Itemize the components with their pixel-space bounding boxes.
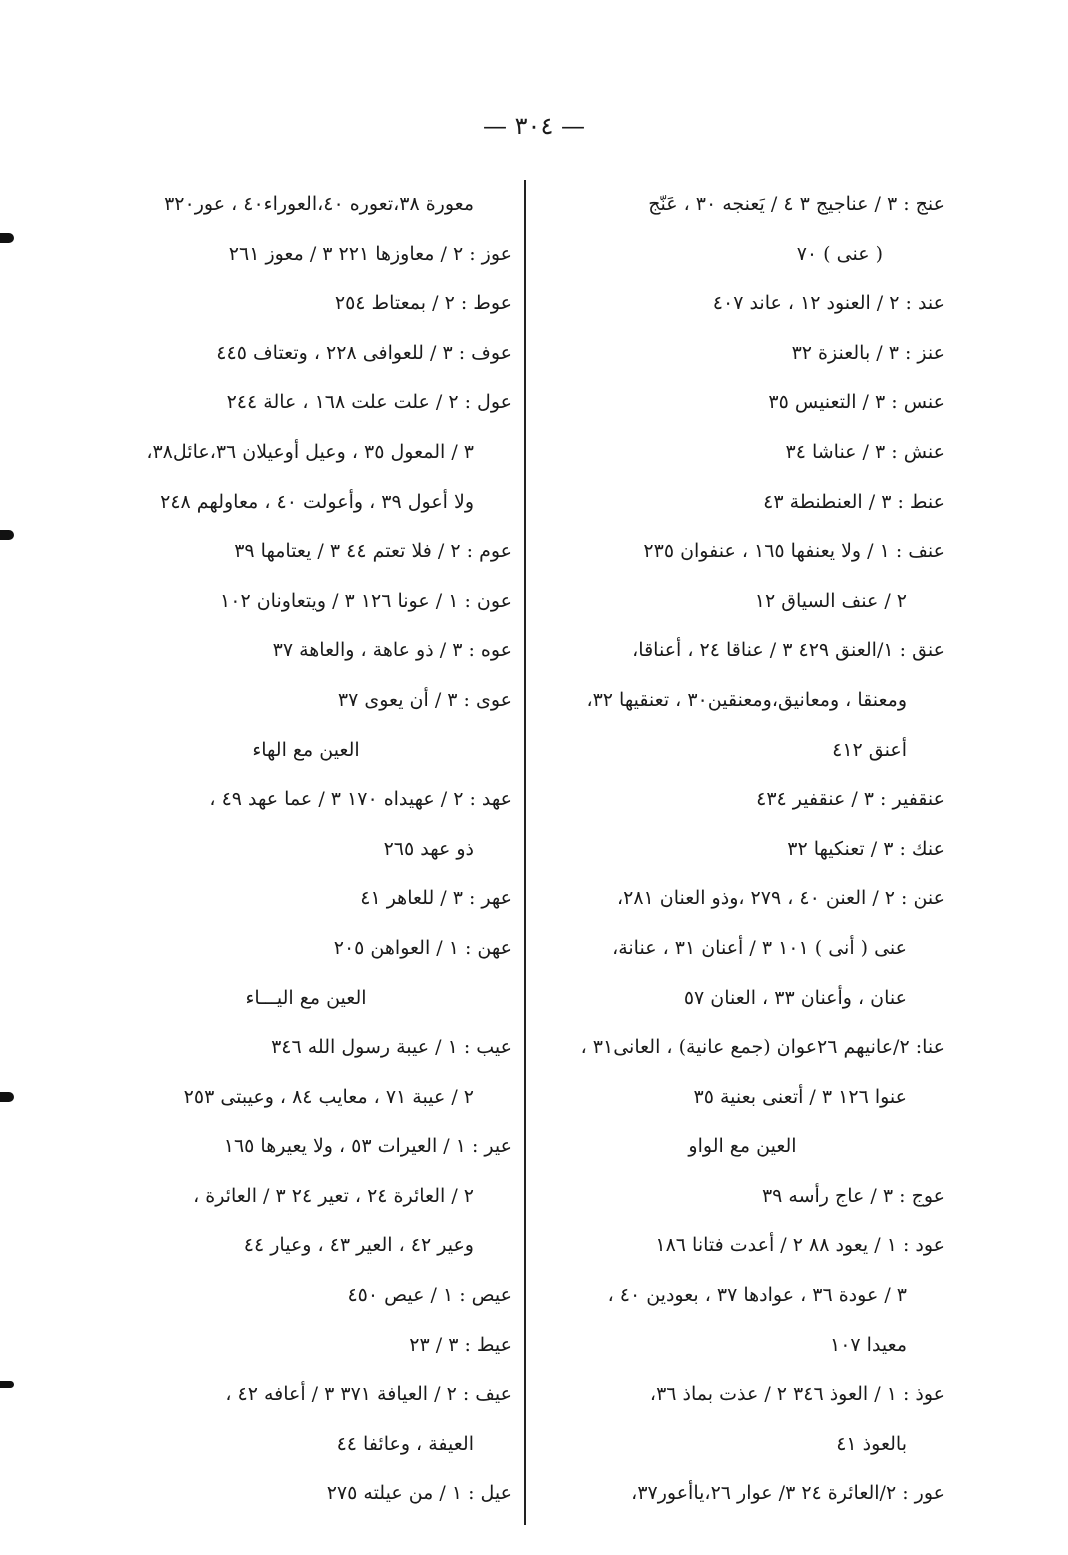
index-entry: عنط : ٣ / العنطنطة ٤٣ bbox=[763, 490, 945, 513]
page-number: — ٣٠٤ — bbox=[483, 112, 585, 140]
index-entry: عهر : ٣ / للعاهر ٤١ bbox=[360, 887, 512, 910]
index-column-left bbox=[100, 180, 512, 1519]
index-entry: ولا أعول ٣٩ ، وأعولت ٤٠ ، معاولهم ٢٤٨ bbox=[160, 490, 474, 513]
index-entry: ٢ / العائرة ٢٤ ، تعير ٢٤ ٣ / العائرة ، bbox=[193, 1184, 474, 1207]
index-entry: عنا: ٢/عانيهم ٢٦عوان (جمع عانية) ، العانى٣١ ، bbox=[580, 1036, 945, 1059]
index-entry: عول : ٢ / علت علت ١٦٨ ، عالة ٢٤٤ bbox=[226, 391, 512, 414]
index-entry: عير : ١ / العيرات ٥٣ ، ولا يعيرها ١٦٥ bbox=[223, 1135, 512, 1158]
index-entry: عنن : ٢ / العنن ٤٠ ، ٢٧٩ ،وذو العنان ٢٨١، bbox=[617, 887, 945, 910]
index-entry: عون : ١ / عونا ١٢٦ ٣ / ويتعاونان ١٠٢ bbox=[220, 589, 512, 612]
section-heading: العين مع اليـــاء bbox=[245, 986, 367, 1009]
index-entry: العيفة ، وعائفا ٤٤ bbox=[336, 1432, 474, 1455]
index-entry: عنق : ١/العنق ٤٢٩ ٣ / عناقا ٢٤ ، أعناقا، bbox=[632, 639, 945, 662]
binding-mark bbox=[0, 530, 14, 540]
index-entry: أعنق ٤١٢ bbox=[832, 738, 907, 761]
index-entry: عنى ( أنى ) ١٠١ ٣ / أعنان ٣١ ، عنانة، bbox=[612, 936, 907, 959]
section-heading: العين مع الهاء bbox=[252, 738, 360, 761]
index-entry: عيب : ١ / عيبة رسول الله ٣٤٦ bbox=[271, 1036, 512, 1059]
index-entry: ٣ / المعول ٣٥ ، وعيل أوعيلان ٣٦،عائل٣٨، bbox=[146, 440, 474, 463]
index-entry: عنش : ٣ / عناشا ٣٤ bbox=[785, 440, 945, 463]
index-entry: عنس : ٣ / التعنيس ٣٥ bbox=[768, 391, 945, 414]
binding-mark bbox=[0, 1092, 14, 1102]
index-entry: عوى : ٣ / أن يعوى ٣٧ bbox=[337, 688, 512, 711]
index-entry: عنز : ٣ / بالعنزة ٣٢ bbox=[791, 341, 945, 364]
index-entry: عنف : ١ / ولا يعنفها ١٦٥ ، عنفوان ٢٣٥ bbox=[643, 540, 945, 563]
index-entry: عنج : ٣ / عناجيج ٣ ٤ / يَعنجه ٣٠ ، عَنّج bbox=[648, 193, 945, 215]
index-entry: عوز : ٢ / معاوزها ٢٢١ ٣ / معوز ٢٦١ bbox=[228, 242, 512, 265]
index-entry: عيط : ٣ / ٢٣ bbox=[409, 1333, 512, 1356]
column-divider bbox=[524, 180, 526, 1525]
index-entry: عيص : ١ / عيص ٤٥٠ bbox=[347, 1284, 512, 1307]
index-entry: عود : ١ / يعود ٨٨ ٢ / أعدت فتانا ١٨٦ bbox=[655, 1234, 945, 1257]
index-entry: عهد : ٢ / عهيداه ١٧٠ ٣ / عما عهد ٤٩ ، bbox=[209, 788, 512, 811]
index-entry: عوم : ٢ / فلا تعتم ٤٤ ٣ / يعتامها ٣٩ bbox=[234, 540, 512, 563]
index-entry: عوج : ٣ / عاج رأسه ٣٩ bbox=[761, 1184, 945, 1207]
index-entry: ذو عهد ٢٦٥ bbox=[383, 837, 474, 860]
binding-mark bbox=[0, 233, 14, 243]
index-entry: عوف : ٣ / للعوافى ٢٢٨ ، وتعتاف ٤٤٥ bbox=[216, 341, 512, 364]
index-entry: بالعوذ ٤١ bbox=[836, 1432, 907, 1455]
index-entry: ( عنى ) ٧٠ bbox=[796, 242, 883, 265]
index-column-right bbox=[540, 180, 945, 1519]
index-entry: ٢ / عنف السياق ١٢ bbox=[754, 589, 907, 612]
index-entry: عنقفير : ٣ / عنقفير ٤٣٤ bbox=[756, 788, 945, 811]
index-entry: عنان ، وأعنان ٣٣ ، العنان ٥٧ bbox=[683, 986, 907, 1009]
index-entry: عوذ : ١ / العوذ ٣٤٦ ٢ / عذت بماذ ٣٦، bbox=[649, 1383, 945, 1406]
index-entry: عند : ٢ / العنود ١٢ ، عاند ٤٠٧ bbox=[712, 292, 945, 315]
index-entry: عور : ٢/العائرة ٢٤ ٣/ عوار ٢٦،ياأعور٣٧، bbox=[631, 1482, 945, 1505]
section-heading: العين مع الواو bbox=[688, 1135, 797, 1158]
index-entry: عيل : ١ / من عيلته ٢٧٥ bbox=[326, 1482, 512, 1505]
index-entry: معيدا ١٠٧ bbox=[830, 1333, 907, 1356]
index-entry: عنك : ٣ / تعنكيها ٣٢ bbox=[787, 837, 945, 860]
index-entry: معورة ٣٨،تعوره ٤٠،العوراء٤٠ ، عور٣٢٠ bbox=[164, 193, 474, 215]
index-entry: ومعنقا ، ومعانيق،ومعنقين٣٠ ، تعنقيها ٣٢، bbox=[586, 688, 907, 711]
index-entry: عوط : ٢ / بمعتاط ٢٥٤ bbox=[334, 292, 512, 315]
index-entry: عنوا ١٢٦ ٣ / أتعنى بعنية ٣٥ bbox=[693, 1085, 907, 1108]
index-entry: ٣ / عودة ٣٦ ، عوادها ٣٧ ، بعودين ٤٠ ، bbox=[607, 1284, 907, 1307]
index-entry: عيف : ٢ / العيافة ٣٧١ ٣ / أعافه ٤٢ ، bbox=[225, 1383, 512, 1406]
index-entry: عوه : ٣ / ذو عاهة ، والعاهة ٣٧ bbox=[272, 639, 512, 662]
binding-mark bbox=[0, 1381, 14, 1388]
index-entry: وعير ٤٢ ، العير ٤٣ ، وعيار ٤٤ bbox=[243, 1234, 474, 1257]
index-entry: ٢ / عيبة ٧١ ، معايب ٨٤ ، وعيبتى ٢٥٣ bbox=[183, 1085, 474, 1108]
index-entry: عهن : ١ / العواهن ٢٠٥ bbox=[333, 936, 512, 959]
